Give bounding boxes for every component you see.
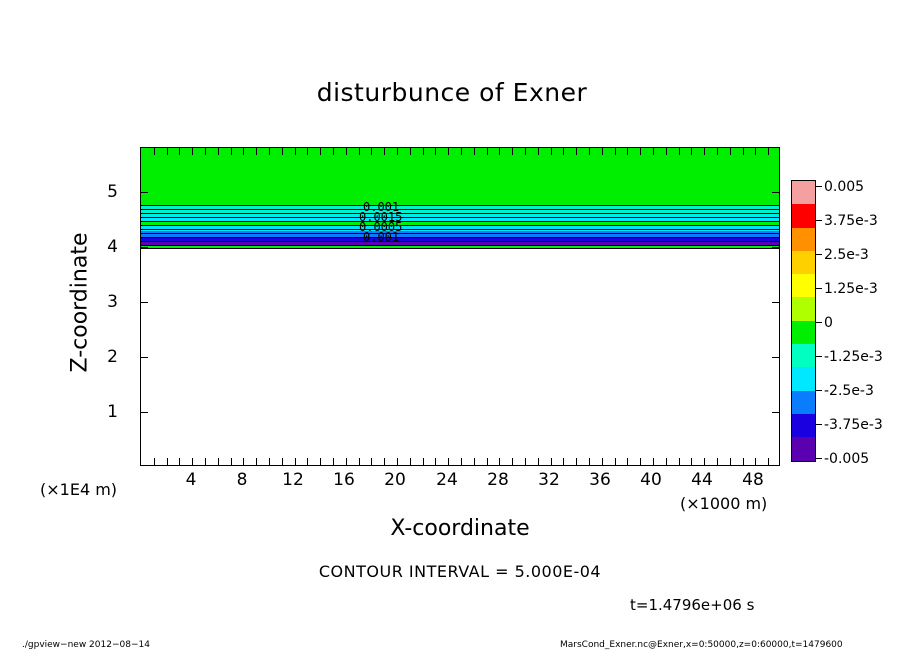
x-tick-label-16: 16	[333, 470, 355, 490]
x-axis-ticks-bottom	[141, 458, 779, 465]
x-tick-label-48: 48	[742, 470, 764, 490]
colorbar-tick	[816, 424, 822, 425]
colorbar-label-8: -0.005	[824, 451, 870, 467]
time-label: t=1.4796e+06 s	[630, 596, 755, 614]
colorbar-tick	[816, 322, 822, 323]
x-axis-units: (×1000 m)	[680, 494, 768, 513]
colorbar-label-6: -2.5e-3	[824, 383, 874, 399]
x-tick-label-44: 44	[691, 470, 713, 490]
contour-line	[141, 237, 779, 238]
colorbar-cell	[792, 391, 815, 414]
x-axis-label: X-coordinate	[390, 516, 530, 541]
y-axis-units: (×1E4 m)	[40, 480, 118, 499]
y-tick-label-3: 3	[107, 292, 118, 312]
footer-left: ./gpview−new 2012−08−14	[22, 640, 150, 650]
colorbar-tick	[816, 356, 822, 357]
colorbar-label-5: -1.25e-3	[824, 349, 883, 365]
y-axis-label: Z-coordinate	[67, 232, 93, 373]
y-tick-label-2: 2	[107, 347, 118, 367]
colorbar-cell	[792, 204, 815, 227]
contour-line	[141, 241, 779, 242]
colorbar-cell	[792, 181, 815, 204]
colorbar-label-7: -3.75e-3	[824, 417, 883, 433]
colorbar	[791, 180, 816, 462]
contour-label-3: 0.001	[363, 230, 400, 244]
x-tick-label-4: 4	[185, 470, 197, 490]
colorbar-label-4: 0	[824, 315, 833, 331]
field-fill-green	[141, 148, 779, 206]
contour-line	[141, 248, 779, 249]
colorbar-tick	[816, 186, 822, 187]
colorbar-cell	[792, 344, 815, 367]
x-tick-label-32: 32	[538, 470, 560, 490]
contour-label-1: 0.0015	[359, 210, 403, 224]
contour-line	[141, 209, 779, 210]
contour-interval-label: CONTOUR INTERVAL = 5.000E-04	[318, 562, 602, 581]
colorbar-tick	[816, 288, 822, 289]
colorbar-cell	[792, 367, 815, 390]
colorbar-cell	[792, 297, 815, 320]
colorbar-cell	[792, 414, 815, 437]
contour-line	[141, 213, 779, 214]
plot-area	[140, 147, 780, 466]
colorbar-cell	[792, 228, 815, 251]
contour-line	[141, 221, 779, 222]
x-tick-label-20: 20	[384, 470, 406, 490]
colorbar-label-3: 1.25e-3	[824, 281, 878, 297]
x-tick-label-28: 28	[487, 470, 509, 490]
contour-line	[141, 245, 779, 246]
colorbar-cell	[792, 437, 815, 460]
colorbar-label-2: 2.5e-3	[824, 247, 869, 263]
x-tick-label-24: 24	[436, 470, 458, 490]
y-tick-label-4: 4	[107, 237, 118, 257]
colorbar-tick	[816, 458, 822, 459]
colorbar-tick	[816, 254, 822, 255]
x-tick-label-36: 36	[589, 470, 611, 490]
contour-label-0: 0.001	[363, 200, 400, 214]
colorbar-cell	[792, 251, 815, 274]
colorbar-cell	[792, 274, 815, 297]
colorbar-label-0: 0.005	[824, 179, 865, 195]
contour-line	[141, 217, 779, 218]
y-tick-label-5: 5	[107, 182, 118, 202]
x-tick-label-8: 8	[236, 470, 248, 490]
colorbar-label-1: 3.75e-3	[824, 213, 878, 229]
x-tick-label-12: 12	[282, 470, 304, 490]
x-axis-ticks-top	[141, 148, 779, 155]
contour-line	[141, 233, 779, 234]
contour-line	[141, 229, 779, 230]
field-band-cyan-upper	[141, 206, 779, 216]
colorbar-tick	[816, 220, 822, 221]
contour-line	[141, 205, 779, 206]
contour-line	[141, 225, 779, 226]
x-tick-label-40: 40	[640, 470, 662, 490]
y-tick-label-1: 1	[107, 402, 118, 422]
chart-title: disturbunce of Exner	[316, 78, 588, 107]
footer-right: MarsCond_Exner.nc@Exner,x=0:50000,z=0:60000,t=1479600	[560, 640, 843, 650]
contour-label-2: 0.0005	[359, 220, 403, 234]
colorbar-tick	[816, 390, 822, 391]
colorbar-cell	[792, 321, 815, 344]
